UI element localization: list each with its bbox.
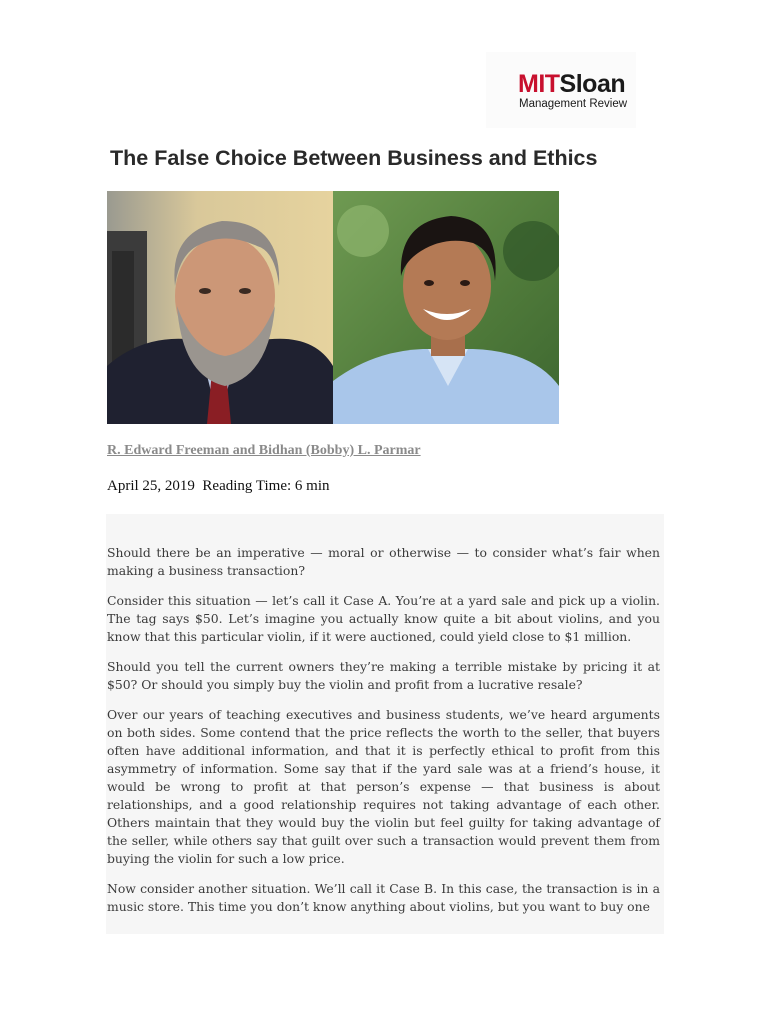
article-paragraph: Over our years of teaching executives and business students, we’ve heard arguments on both sides. Some contend that the price reflects the worth to the seller, that buyers often have additional information, and that it is perfectly ethical to profit from this asymmetry of information. Some say that if the yard sale was at a friend’s house, it would be wrong to profit at that person’s expense — that business is about relationships, and a good relationship requires not taking advantage of each other. Others maintain that they would buy the violin but feel guilty for taking advantage of the seller, while others say that guilt over such a transaction would prevent them from buying the violin for such a low price. (107, 707, 660, 866)
author-photo-parmar (333, 191, 559, 424)
logo-subtitle: Management Review (519, 98, 628, 110)
logo-wordmark (518, 72, 625, 97)
article-body-panel (106, 514, 664, 934)
article-title: The False Choice Between Business and Ethics (110, 146, 598, 170)
authors-link[interactable]: R. Edward Freeman and Bidhan (Bobby) L. Parmar (107, 443, 421, 458)
article-paragraph: Should you tell the current owners they’re making a terrible mistake by pricing it at $50? Or should you simply buy the violin and profit from a lucrative resale? (107, 659, 660, 692)
logo-sloan-text: Sloan (559, 70, 626, 98)
article-body (107, 544, 660, 928)
author-photo-freeman (107, 191, 333, 424)
article-paragraph: Consider this situation — let’s call it Case A. You’re at a yard sale and pick up a violin. The tag says $50. Let’s imagine you actually know quite a bit about violins, and you know that this particular violin, if it were auctioned, could yield close to $1 million. (107, 593, 660, 644)
article-meta: April 25, 2019 Reading Time: 6 min (107, 478, 330, 494)
article-paragraph: Should there be an imperative — moral or otherwise — to consider what’s fair when making a business transaction? (107, 545, 660, 578)
author-photos (107, 191, 559, 424)
logo-mit-text: MIT (518, 70, 560, 98)
article-paragraph: Now consider another situation. We’ll call it Case B. In this case, the transaction is in a music store. This time you don’t know anything about violins, but you want to buy one (107, 881, 660, 914)
publisher-logo (486, 52, 636, 128)
